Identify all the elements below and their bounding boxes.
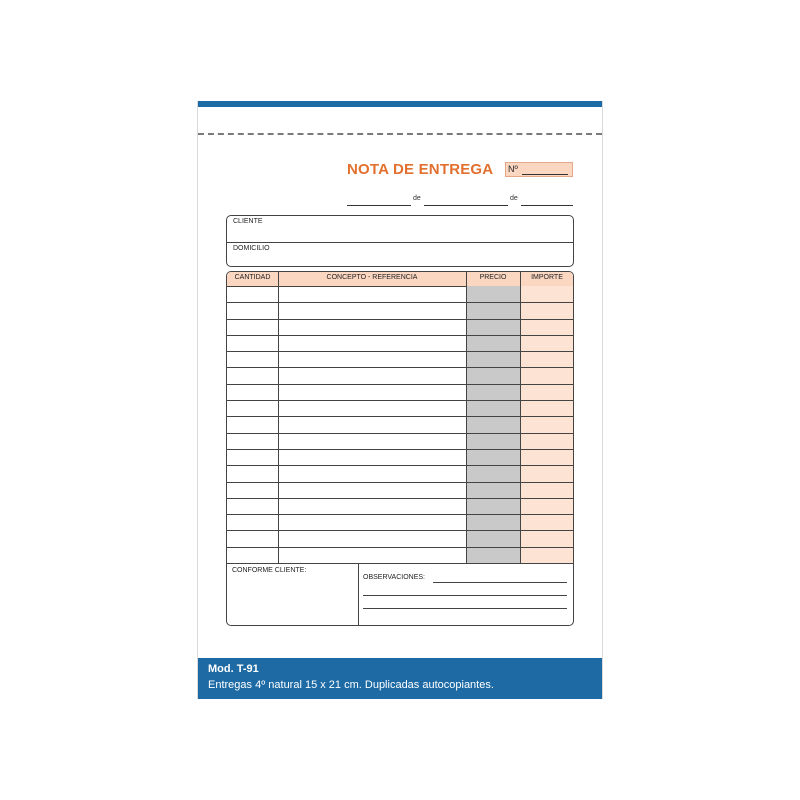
header-precio: PRECIO bbox=[479, 274, 507, 281]
column-divider bbox=[278, 272, 279, 563]
perforation-line bbox=[198, 133, 602, 135]
client-label: CLIENTE bbox=[233, 218, 263, 225]
date-year-line bbox=[521, 205, 573, 206]
observations-line bbox=[363, 608, 567, 609]
model-code: Mod. T-91 bbox=[208, 663, 259, 675]
top-band bbox=[198, 101, 602, 107]
header-cantidad: CANTIDAD bbox=[234, 274, 271, 281]
date-de-1: de bbox=[413, 195, 421, 202]
number-label: Nº bbox=[508, 164, 518, 174]
client-box bbox=[226, 215, 574, 267]
delivery-note-form bbox=[197, 101, 603, 699]
footer-divider bbox=[227, 563, 573, 564]
number-line bbox=[522, 174, 568, 175]
date-month-line bbox=[424, 205, 508, 206]
observations-line bbox=[433, 582, 567, 583]
client-separator bbox=[227, 242, 573, 243]
amount-column-fill bbox=[520, 286, 574, 563]
date-day-line bbox=[347, 205, 411, 206]
signature-label: CONFORME CLIENTE: bbox=[232, 567, 307, 574]
form-title: NOTA DE ENTREGA bbox=[347, 161, 494, 178]
caption-band bbox=[198, 658, 602, 699]
header-concepto: CONCEPTO - REFERENCIA bbox=[326, 274, 418, 281]
column-divider bbox=[466, 272, 467, 563]
model-description: Entregas 4º natural 15 x 21 cm. Duplicadas autocopiantes. bbox=[208, 679, 494, 691]
footer-split bbox=[358, 563, 359, 626]
price-column-fill bbox=[466, 286, 520, 563]
address-label: DOMICILIO bbox=[233, 245, 270, 252]
header-importe: IMPORTE bbox=[531, 274, 563, 281]
observations-label: OBSERVACIONES: bbox=[363, 574, 425, 581]
date-de-2: de bbox=[510, 195, 518, 202]
observations-line bbox=[363, 595, 567, 596]
items-table bbox=[226, 271, 574, 626]
column-divider bbox=[520, 272, 521, 563]
